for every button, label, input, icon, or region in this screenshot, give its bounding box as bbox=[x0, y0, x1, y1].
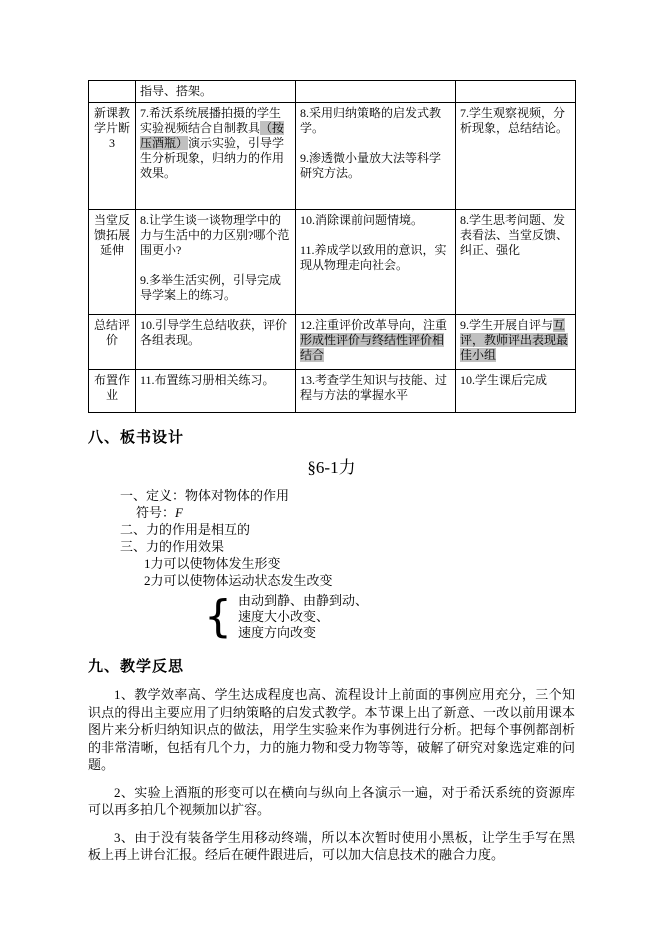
highlighted-text-segment: 互评，教师评出表现最佳小组 bbox=[460, 318, 569, 362]
teaching-activity-cell bbox=[136, 370, 296, 413]
effect-detail-group bbox=[204, 592, 575, 642]
row-header-cell: 布置作业 bbox=[89, 370, 136, 413]
cell-paragraph: 13.考查学生知识与技能、过程与方法的掌握水平 bbox=[300, 373, 448, 402]
student-activity-cell bbox=[456, 210, 576, 315]
cell-paragraph: 8.采用归纳策略的启发式教学。 bbox=[300, 106, 442, 135]
force-symbol: F bbox=[175, 505, 183, 520]
reflection-paragraph-3: 3、由于没有装备学生用移动终端，所以本次暂时使用小黑板，让学生手写在黑板上再上讲台汇报。经后在硬件跟进后，可以加大信息技术的融合力度。 bbox=[88, 829, 575, 862]
board-line-symbol bbox=[120, 504, 575, 521]
board-content bbox=[88, 487, 575, 642]
effect-detail-lines bbox=[232, 593, 368, 641]
cell-paragraph: 9.多举生活实例，引导完成导学案上的练习。 bbox=[140, 273, 282, 302]
board-line-definition: 一、定义：物体对物体的作用 bbox=[120, 488, 290, 503]
student-activity-cell bbox=[456, 315, 576, 370]
cell-paragraph: 8.学生思考问题、发表看法、当堂反馈、纠正、强化 bbox=[460, 213, 569, 257]
teaching-method-cell bbox=[296, 210, 456, 315]
reflection-body bbox=[88, 686, 575, 864]
highlighted-text-segment: 形成性评价与终结性评价相结合 bbox=[300, 333, 445, 362]
text-segment: 12.注重评价改革导向，注重 bbox=[300, 318, 448, 332]
cell-paragraph bbox=[300, 318, 451, 363]
left-brace-icon: { bbox=[204, 591, 232, 642]
row-header-cell: 当堂反馈拓展延伸 bbox=[89, 210, 136, 315]
board-line-effect-1: 1力可以使物体发生形变 bbox=[144, 556, 281, 571]
board-line-mutual: 二、力的作用是相互的 bbox=[120, 522, 251, 537]
cell-paragraph: 8.让学生谈一谈物理学中的力与生活中的力区别?哪个范围更小? bbox=[140, 213, 290, 257]
teaching-activity-cell bbox=[136, 103, 296, 210]
cell-paragraph: 10.消除课前问题情境。 bbox=[300, 213, 424, 227]
teaching-method-cell bbox=[296, 315, 456, 370]
table-row bbox=[89, 315, 576, 370]
board-line-effect-2: 2力可以使物体运动状态发生改变 bbox=[144, 573, 333, 588]
board-title: §6-1力 bbox=[307, 458, 356, 477]
student-activity-cell bbox=[456, 103, 576, 210]
reflection-paragraph-1: 1、教学效率高、学生达成程度也高、流程设计上前面的事例应用充分，三个知识点的得出主要应用了归纳策略的启发式教学。本节课上出了新意、一改以前用课本图片来分析归纳知识点的做法，用学生实验来作为事例进行分析。把每个事例都剖析的非常清晰，包括有几个力，力的施力物和受力物等等，破解了研究对象选定难的问题。 bbox=[88, 687, 575, 772]
teaching-method-cell bbox=[296, 81, 456, 103]
cell-paragraph bbox=[460, 318, 571, 363]
cell-paragraph: 7.学生观察视频，分析现象，总结结论。 bbox=[460, 106, 569, 135]
cell-paragraph bbox=[140, 106, 291, 181]
reflection-paragraph-2: 2、实验上酒瓶的形变可以在横向与纵向上各演示一遍，对于希沃系统的资源库可以再多拍几个视频加以扩容。 bbox=[88, 784, 575, 817]
row-header-cell bbox=[89, 81, 136, 103]
cell-paragraph: 9.渗透微小量放大法等科学研究方法。 bbox=[300, 151, 442, 180]
cell-paragraph: 11.养成学以致用的意识，实现从物理走向社会。 bbox=[300, 243, 447, 272]
row-header-cell: 总结评价 bbox=[89, 315, 136, 370]
cell-paragraph: 指导、搭架。 bbox=[140, 84, 213, 98]
table-row bbox=[89, 370, 576, 413]
text-segment: 7.希沃系统展播拍摄的学生实验视频结合自制教具 bbox=[140, 106, 282, 135]
cell-paragraph: 11.布置练习册相关练习。 bbox=[140, 373, 275, 387]
table-row bbox=[89, 103, 576, 210]
effect-detail-line: 由动到静、由静到动、 bbox=[238, 593, 369, 608]
effect-detail-line: 速度方向改变 bbox=[238, 625, 317, 640]
highlighted-text-segment: （按压酒瓶） bbox=[140, 121, 285, 150]
lesson-plan-table bbox=[88, 80, 576, 413]
board-line-effects: 三、力的作用效果 bbox=[120, 539, 225, 554]
table-row bbox=[89, 81, 576, 103]
table-row bbox=[89, 210, 576, 315]
section-heading-board-design: 八、板书设计 bbox=[88, 430, 185, 446]
row-header-cell: 新课教学片断3 bbox=[89, 103, 136, 210]
cell-paragraph: 10.引导学生总结收获，评价各组表现。 bbox=[140, 318, 288, 347]
text-segment: 演示实验，引导学生分析现象，归纳力的作用效果。 bbox=[140, 136, 285, 180]
student-activity-cell bbox=[456, 370, 576, 413]
effect-detail-line: 速度大小改变、 bbox=[238, 609, 330, 624]
section-heading-reflection: 九、教学反思 bbox=[88, 659, 185, 675]
teaching-method-cell bbox=[296, 370, 456, 413]
symbol-label: 符号： bbox=[136, 505, 176, 520]
teaching-activity-cell bbox=[136, 210, 296, 315]
text-segment: 9.学生开展自评与 bbox=[460, 318, 554, 332]
teaching-method-cell bbox=[296, 103, 456, 210]
teaching-activity-cell bbox=[136, 81, 296, 103]
student-activity-cell bbox=[456, 81, 576, 103]
teaching-activity-cell bbox=[136, 315, 296, 370]
cell-paragraph: 10.学生课后完成 bbox=[460, 373, 548, 387]
